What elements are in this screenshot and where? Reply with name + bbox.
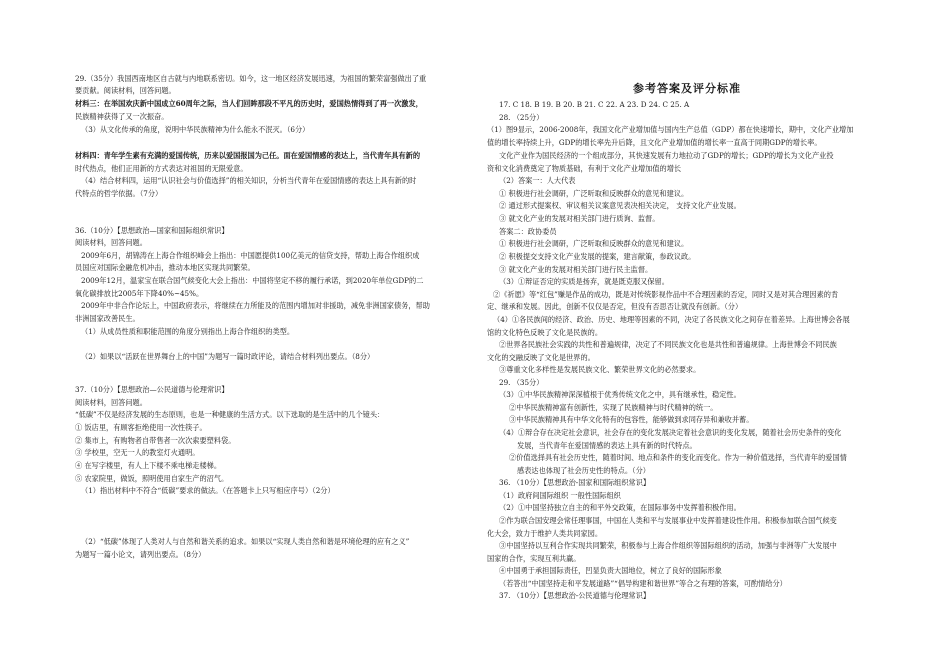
- question-line: （2）如果以“活跃在世界舞台上的中国”为题写一篇时政评论，请结合材料列出要点。（8分）: [81, 352, 375, 361]
- text-line: 2009年中非合作论坛上，中国政府表示，将继续在力所能及的范围内增加对非援助，减免非洲国家债务，帮助: [81, 301, 430, 310]
- answer-line: ② 通过形式提案权、审议相关议案意见表决相关决定， 支持文化产业发展。: [499, 201, 741, 210]
- text-line: 阅读材料，回答问题。: [75, 398, 147, 407]
- answer-line: ②作为联合国安理会常任理事国，中国在人类和平与发展事业中发挥着建设性作用。积极参加联合国气候变: [499, 516, 837, 525]
- question-line: （4）结合材料四，运用“认识社会与价值选择”的相关知识，分析当代青年在爱国情感的表达上具有新的时: [81, 176, 417, 185]
- material-three-line: 材料三：在举国欢庆新中国成立60周年之际，当人们回眸那段不平凡的历史时，爱国热情得到了再一次激发，: [75, 99, 423, 108]
- answer-line: ③中华民族精神具有中华文化特有的包容性，能够做到求同存异和兼收并蓄。: [509, 415, 754, 424]
- answer-line: ②中华民族精神富有创新性，实现了民族精神与时代精神的统一。: [509, 403, 718, 412]
- answer-line: ③ 就文化产业的发展对相关部门进行质询、监督。: [499, 214, 660, 223]
- answer-line: 资和文化消费奠定了物质基础，有利于文化产业增加值的增长: [487, 164, 682, 173]
- answer-line: （3）①中华民族精神深深植根于优秀传统文化之中，具有继承性，稳定性。: [499, 390, 741, 399]
- answer-line: （3）①辩证否定的实质是扬弃，就是既克服又保留。: [499, 277, 669, 286]
- text-line: 要贡献。阅读材料，回答问题。: [75, 86, 176, 95]
- answer-line: ② 积极提交支持文化产业发展的提案，建言献策，参政议政。: [499, 252, 696, 261]
- answer-line: ③尊重文化多样性是发展民族文化、繁荣世界文化的必然要求。: [499, 365, 701, 374]
- text-line: 员国应对国际金融危机冲击，推动本地区实现共同繁荣。: [75, 263, 255, 272]
- answer-line: 国家的合作，实现互利共赢。: [487, 554, 581, 563]
- answer-line: ③中国坚持以互利合作实现共同繁荣，积极参与上海合作组织等国际组织的活动，加强与非洲等广大发展中: [499, 541, 837, 550]
- answer-line: （2）①中国坚持独立自主的和平外交政策，在国际事务中发挥着积极作用。: [499, 503, 741, 512]
- text-line: 时代热点，他们正用新的方式表达对祖国的无限爱意。: [75, 164, 248, 173]
- question-line: （1）从成员性质和职能范围的角度分别指出上海合作组织的类型。: [81, 327, 295, 336]
- text-line: 氧化碳排放比2005年下降40%~45%。: [75, 289, 204, 298]
- list-item: ③ 学校里，空无一人的教室灯火通明。: [75, 448, 200, 457]
- text-line: 非洲国家改善民生。: [75, 314, 140, 323]
- answer-line: 发展，当代青年在爱国情感的表达上具有新的时代特点。: [517, 441, 697, 450]
- answer-line: 值的增长率持续上升，GDP的增长率先升后降，且文化产业增加值的增长率一直高于同期GDP的增长率。: [487, 138, 822, 147]
- text-line: 29.（35分）我国西南地区自古就与内地联系密切。如今，这一地区经济发展迅速，为祖国的繁荣富强做出了重: [75, 74, 427, 83]
- text-line: 阅读材料，回答问题。: [75, 238, 147, 247]
- answer-line: 定、继承和发展。因此，创新不仅仅是否定，但没有否思否让就没有创新。（分）: [487, 302, 743, 311]
- list-item: ① 饭店里，有顾客拒绝使用一次性筷子。: [75, 423, 207, 432]
- text-line: 2009年6月，胡锦涛在上海合作组织峰会上指出：中国愿提供100亿美元的信贷支持，帮助上海合作组织成: [81, 251, 420, 260]
- answer-line: （4）①辩合存在决定社会意识，社会存在的变化发展决定着社会意识的变化发展，随着社会历史条件的变化: [499, 428, 842, 437]
- answer-line: 29. （35分）: [499, 378, 544, 387]
- answer-line: ① 积极进行社会调研，广泛听取和反映群众的意见和建议。: [499, 239, 689, 248]
- answer-line: ① 积极进行社会调研，广泛听取和反映群众的意见和建议。: [499, 189, 689, 198]
- material-four-line: 材料四：青年学生素有充满的爱国传统，历来以爱国报国为己任。面在爱国情感的表达上，当代青年具有新的: [75, 151, 421, 160]
- answer-line: （若答出“中国坚持走和平发展道路”“倡导构建和谐世界”等合之有理的答案，可酌情给分）: [499, 579, 787, 588]
- answer-line: 文化产业作为国民经济的一个组成部分，其快速发展有力地拉动了GDP的增长；GDP的增长为文化产业投: [499, 151, 834, 160]
- answer-line: ④中国勇于承担国际责任，凹显负责大国地位，树立了良好的国际形象: [499, 566, 722, 575]
- question-line: （3）从文化传承的角度，说明中华民族精神为什么能永不泯灭。（6分）: [81, 125, 310, 134]
- section-heading: 37.（10分）【思想政治—公民道德与伦理常识】: [75, 385, 229, 394]
- text-line: 2009年12月，温家宝在联合国气候变化大会上指出：中国将坚定不移的履行承诺，到2020年单位GDP的二: [81, 276, 424, 285]
- answer-line: 28. （25分）: [499, 113, 544, 122]
- text-line: 民族精神获得了又一次振奋。: [75, 112, 169, 121]
- answer-line: ②世界各民族社会实践的共性和普遍规律，决定了不同民族文化也是共性和普遍规律。上海世博会不同民族: [499, 340, 837, 349]
- answer-line: 文化的交融反映了文化是世界的。: [487, 353, 595, 362]
- text-line: 为题写一篇小论文，请列出要点。（8分）: [75, 550, 206, 559]
- question-line: （2）“低碳”体现了人类对人与自然和谐关系的追求。如果以“实现人类自然和谐是环境伦理的应有之义”: [81, 537, 410, 546]
- answer-line: 36. （10分）【思想政治-国家和国际组织常识】: [499, 478, 651, 487]
- answer-line: 化大会，致力于维护人类共同家园。: [487, 529, 603, 538]
- answer-line: （2）答案一：人大代表: [499, 176, 576, 185]
- answer-line: 答案二：政协委员: [499, 227, 557, 236]
- answer-line: （1）图9显示，2006-2008年，我国文化产业增加值与国内生产总值（GDP）都在快速增长，期中，文化产业增加: [487, 125, 854, 134]
- page-title: 参考答案及评分标准: [633, 82, 741, 95]
- answer-line: 17. C 18. B 19. B 20. B 21. C 22. A 23. D 24. C 25. A: [499, 100, 690, 109]
- answer-line: ③ 就文化产业的发展对相关部门进行民主监督。: [499, 265, 653, 274]
- answer-line: （4）①各民族间的经济、政治、历史、地理等因素的不同，决定了各民族文化之间存在着差异。上海世博会各展: [493, 315, 850, 324]
- list-item: ② 集市上，有购物者自带售者一次次索要塑料袋。: [75, 436, 236, 445]
- answer-line: （1）政府间国际组织 一般性国际组织: [499, 491, 621, 500]
- answer-line: ②价值选择具有社会历史性，随着时间、地点和条件的变化而变化。作为一种价值选择，当代青年的爱国情: [509, 453, 847, 462]
- list-item: ④ 在写字楼里，有人上下楼不乘电梯走楼梯。: [75, 461, 222, 470]
- list-item: ⑤ 农家院里，做饭，照明使用自家生产的沼气。: [75, 474, 229, 483]
- answer-line: 馆的文化特色反映了文化是民族的。: [487, 328, 603, 337]
- question-line: （1）指出材料中不符合“低碳”要求的做法。（在答题卡上只写相应序号）（2分）: [81, 486, 335, 495]
- answer-line: 感表达也体现了社会历史性的特点。（分）: [517, 466, 650, 475]
- answer-line: 37. （10分）【思想政治-公民道德与伦理常识】: [499, 591, 651, 600]
- answer-line: ②《祈愿》等“红包”赚是作品的成功，既是对传统影视作品中不合理因素的否定，同时又是对其合理因素的肯: [493, 290, 839, 299]
- text-line: “低碳”不仅是经济发展的生态原则，也是一种健康的生活方式。以下选取的是生活中的几个镜头：: [75, 410, 385, 419]
- section-heading: 36.（10分）【思想政治—国家和国际组织常识】: [75, 226, 229, 235]
- text-line: 代特点的哲学依据。（7分）: [75, 189, 163, 198]
